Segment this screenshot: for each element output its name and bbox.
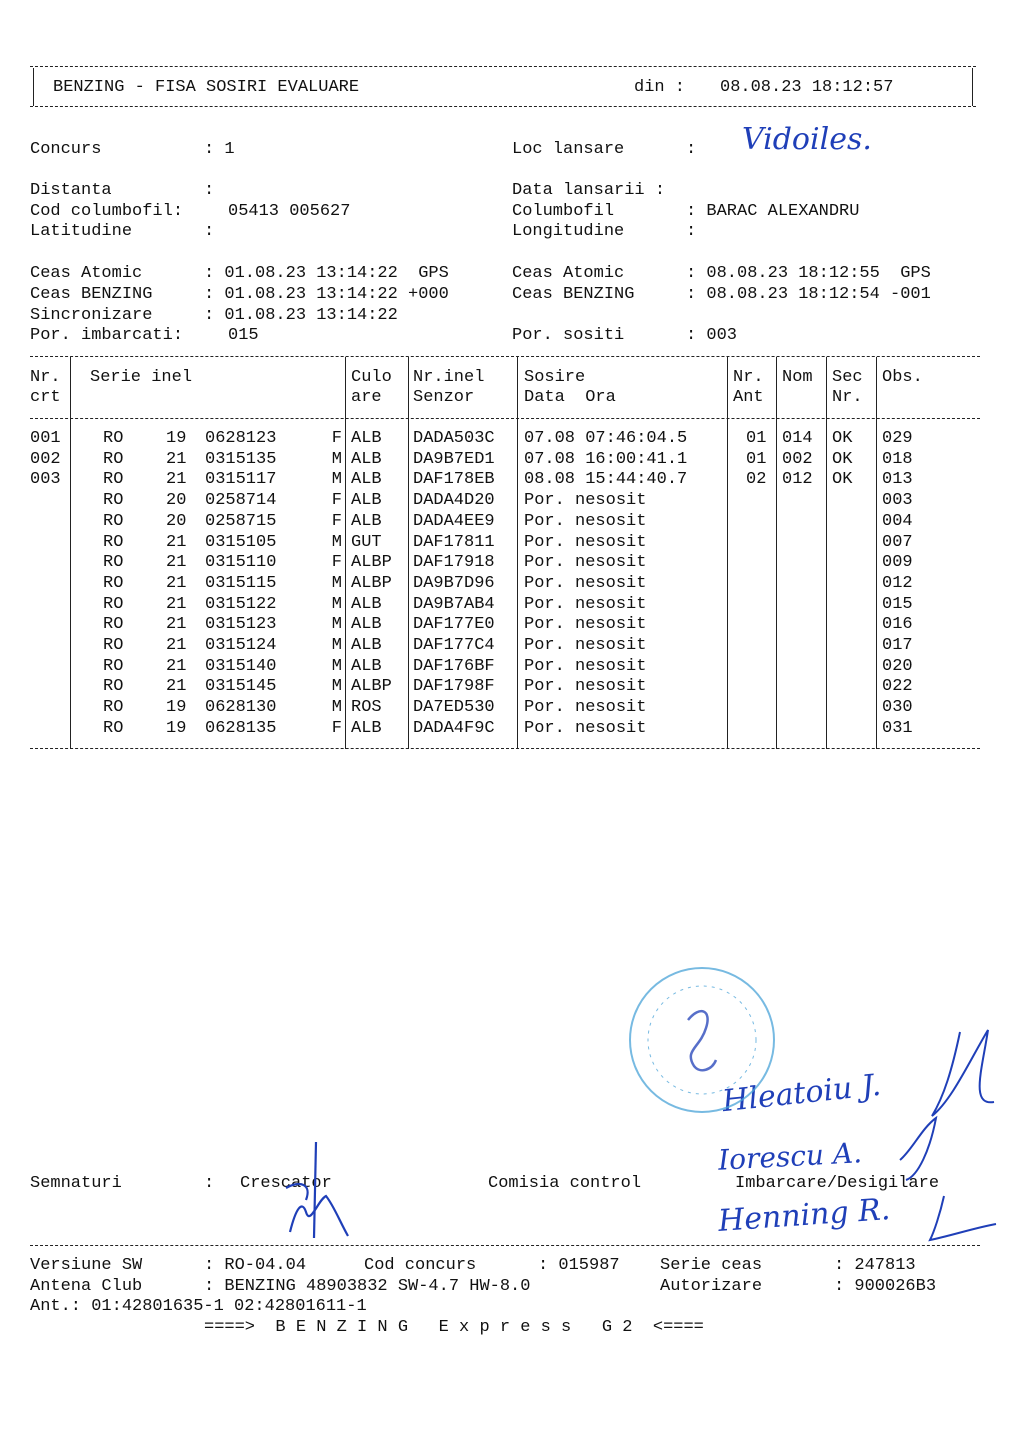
cell-sex: M [331, 449, 342, 469]
cell-country: RO [103, 532, 124, 552]
cell-ant: 01 [746, 449, 767, 469]
cell-sex: M [331, 677, 342, 697]
club-stamp [630, 968, 774, 1112]
semnaturi-sep: : [204, 1174, 215, 1193]
cell-year: 19 [166, 698, 187, 718]
cell-color: ALBP [351, 677, 392, 697]
cell-country: RO [103, 429, 124, 448]
cell-country: RO [103, 677, 124, 697]
cell-sosire: Por. nesosit [524, 532, 647, 552]
cell-ant: 02 [746, 470, 767, 490]
left-benzing-value: : 01.08.23 13:14:22 +000 [204, 285, 449, 304]
cell-nr: 003 [30, 470, 61, 490]
cell-year: 21 [166, 656, 187, 676]
cell-ring: 0315122 [205, 594, 277, 614]
cell-sex: F [331, 429, 342, 448]
handwritten-signature-1: Hleatoiu J. [720, 1067, 883, 1120]
cell-ring: 0315105 [205, 532, 277, 552]
cell-ring: 0315123 [205, 615, 277, 635]
th-serie: Serie inel [90, 368, 193, 387]
cell-ring: 0315117 [205, 470, 277, 490]
cell-sex: F [331, 491, 342, 511]
cell-year: 21 [166, 573, 187, 593]
cell-sensor: DAF177C4 [413, 636, 495, 655]
cod-concurs-label: Cod concurs [364, 1256, 477, 1275]
cell-obs: 003 [882, 491, 913, 511]
cell-sosire: Por. nesosit [524, 594, 647, 614]
cell-year: 21 [166, 677, 187, 697]
semnaturi-label: Semnaturi [30, 1174, 122, 1193]
versiune-value: : RO-04.04 [204, 1256, 307, 1275]
cell-sosire: 07.08 07:46:04.5 [524, 429, 688, 448]
cell-obs: 016 [882, 615, 913, 635]
handwritten-signature-3: Henning R. [716, 1192, 892, 1239]
cell-year: 21 [166, 470, 187, 490]
cell-nr: 001 [30, 429, 61, 448]
cell-sec: OK [832, 470, 853, 490]
cell-nom: 014 [782, 429, 813, 448]
cell-country: RO [103, 594, 124, 614]
th-sec-1: Sec [832, 368, 863, 387]
right-atomic-value: : 08.08.23 18:12:55 GPS [686, 264, 931, 283]
cell-sensor: DADA4F9C [413, 718, 495, 738]
cell-year: 21 [166, 449, 187, 469]
cell-sensor: DAF17811 [413, 532, 495, 552]
cell-year: 20 [166, 491, 187, 511]
cell-obs: 009 [882, 553, 913, 573]
control-signature-strokes [900, 1030, 996, 1240]
cell-nom: 002 [782, 449, 813, 469]
cell-sensor: DADA4EE9 [413, 511, 495, 531]
antena-label: Antena Club [30, 1277, 143, 1296]
cell-ant: 01 [746, 429, 767, 448]
cell-sosire: Por. nesosit [524, 615, 647, 635]
th-nr-2: crt [30, 388, 61, 407]
cell-country: RO [103, 718, 124, 738]
cell-color: GUT [351, 532, 382, 552]
right-benzing-label: Ceas BENZING [512, 285, 635, 304]
right-atomic-label: Ceas Atomic [512, 264, 625, 283]
cod-columbofil-value: 05413 005627 [228, 202, 351, 221]
crescator-signature-strokes [286, 1142, 348, 1238]
cell-obs: 007 [882, 532, 913, 552]
distanta-value: : [204, 181, 215, 200]
cell-country: RO [103, 573, 124, 593]
cell-sensor: DAF1798F [413, 677, 495, 697]
cell-year: 19 [166, 718, 187, 738]
data-lansarii-label: Data lansarii : [512, 181, 666, 200]
cell-sosire: Por. nesosit [524, 718, 647, 738]
concurs-value: : 1 [204, 140, 235, 159]
header-din-label: din : [634, 78, 686, 97]
th-ant-1: Nr. [733, 368, 764, 387]
th-nr-1: Nr. [30, 368, 61, 387]
cell-ring: 0628123 [205, 429, 277, 448]
cod-columbofil-label: Cod columbofil: [30, 202, 184, 221]
th-sosire-2: Data Ora [524, 388, 616, 407]
cell-sosire: Por. nesosit [524, 698, 647, 718]
cell-obs: 004 [882, 511, 913, 531]
cell-year: 21 [166, 532, 187, 552]
right-benzing-value: : 08.08.23 18:12:54 -001 [686, 285, 931, 304]
cell-sex: M [331, 470, 342, 490]
cell-ring: 0258714 [205, 491, 277, 511]
cell-year: 21 [166, 594, 187, 614]
sositi-label: Por. sositi [512, 326, 625, 345]
cell-obs: 017 [882, 636, 913, 655]
cell-sex: M [331, 656, 342, 676]
cell-country: RO [103, 470, 124, 490]
cell-color: ALB [351, 594, 382, 614]
cell-ring: 0315124 [205, 636, 277, 655]
loc-lansare-handwritten: Vidoiles. [742, 122, 872, 157]
longitudine-value: : [686, 222, 697, 241]
header-din-value: 08.08.23 18:12:57 [720, 78, 894, 97]
cell-color: ALBP [351, 553, 392, 573]
th-sosire-1: Sosire [524, 368, 586, 387]
cell-sex: F [331, 511, 342, 531]
comisia-control-label: Comisia control [488, 1174, 642, 1193]
cell-sex: M [331, 532, 342, 552]
cell-obs: 029 [882, 429, 913, 448]
cell-sec: OK [832, 429, 853, 448]
cell-color: ALBP [351, 573, 392, 593]
cell-sensor: DA7ED530 [413, 698, 495, 718]
cell-color: ALB [351, 449, 382, 469]
th-senzor-2: Senzor [413, 388, 475, 407]
cell-obs: 030 [882, 698, 913, 718]
crescator-label: Crescator [240, 1174, 332, 1193]
cell-country: RO [103, 615, 124, 635]
left-benzing-label: Ceas BENZING [30, 285, 153, 304]
cell-color: ALB [351, 656, 382, 676]
sync-label: Sincronizare [30, 306, 153, 325]
cod-concurs-value: : 015987 [538, 1256, 620, 1275]
cell-sosire: Por. nesosit [524, 636, 647, 655]
cell-sensor: DA9B7AB4 [413, 594, 495, 614]
loc-lansare-sep: : [686, 140, 697, 159]
th-obs: Obs. [882, 368, 923, 387]
th-culo-1: Culo [351, 368, 392, 387]
cell-sex: M [331, 594, 342, 614]
cell-sensor: DA9B7D96 [413, 573, 495, 593]
cell-color: ROS [351, 698, 382, 718]
cell-color: ALB [351, 429, 382, 448]
autorizare-label: Autorizare [660, 1277, 763, 1296]
th-nom: Nom [782, 368, 813, 387]
handwritten-signature-2: Iorescu A. [717, 1136, 863, 1177]
longitudine-label: Longitudine [512, 222, 625, 241]
latitudine-value: : [204, 222, 215, 241]
cell-obs: 013 [882, 470, 913, 490]
cell-country: RO [103, 553, 124, 573]
cell-sex: F [331, 553, 342, 573]
cell-ring: 0628135 [205, 718, 277, 738]
cell-ring: 0315135 [205, 449, 277, 469]
cell-sensor: DADA503C [413, 429, 495, 448]
columbofil-value: : BARAC ALEXANDRU [686, 202, 860, 221]
cell-sosire: Por. nesosit [524, 573, 647, 593]
cell-color: ALB [351, 718, 382, 738]
cell-country: RO [103, 491, 124, 511]
cell-sosire: 07.08 16:00:41.1 [524, 449, 688, 469]
autorizare-value: : 900026B3 [834, 1277, 937, 1296]
cell-country: RO [103, 449, 124, 469]
cell-ring: 0315110 [205, 553, 277, 573]
cell-color: ALB [351, 636, 382, 655]
header-title: BENZING - FISA SOSIRI EVALUARE [53, 78, 360, 97]
cell-ring: 0315145 [205, 677, 277, 697]
serie-ceas-label: Serie ceas [660, 1256, 763, 1275]
cell-year: 21 [166, 615, 187, 635]
cell-ring: 0315115 [205, 573, 277, 593]
left-atomic-value: : 01.08.23 13:14:22 GPS [204, 264, 449, 283]
cell-year: 21 [166, 636, 187, 655]
columbofil-label: Columbofil [512, 202, 615, 221]
th-culo-2: are [351, 388, 382, 407]
cell-obs: 012 [882, 573, 913, 593]
cell-sex: M [331, 573, 342, 593]
serie-ceas-value: : 247813 [834, 1256, 916, 1275]
cell-obs: 022 [882, 677, 913, 697]
cell-country: RO [103, 698, 124, 718]
cell-year: 19 [166, 429, 187, 448]
cell-sensor: DAF178EB [413, 470, 495, 490]
cell-sex: F [331, 718, 342, 738]
cell-sex: M [331, 615, 342, 635]
loc-lansare-label: Loc lansare [512, 140, 625, 159]
cell-sensor: DADA4D20 [413, 491, 495, 511]
cell-year: 21 [166, 553, 187, 573]
cell-country: RO [103, 636, 124, 655]
cell-nr: 002 [30, 449, 61, 469]
cell-sensor: DAF177E0 [413, 615, 495, 635]
cell-ring: 0258715 [205, 511, 277, 531]
cell-color: ALB [351, 615, 382, 635]
benzing-express-banner: ====> B E N Z I N G E x p r e s s G 2 <==== [204, 1318, 704, 1337]
cell-obs: 015 [882, 594, 913, 614]
cell-obs: 018 [882, 449, 913, 469]
cell-obs: 020 [882, 656, 913, 676]
cell-color: ALB [351, 470, 382, 490]
cell-sex: M [331, 698, 342, 718]
imbarcare-desigilare-label: Imbarcare/Desigilare [735, 1174, 940, 1193]
cell-ring: 0628130 [205, 698, 277, 718]
cell-nom: 012 [782, 470, 813, 490]
sync-value: : 01.08.23 13:14:22 [204, 306, 398, 325]
cell-sensor: DAF17918 [413, 553, 495, 573]
sositi-value: : 003 [686, 326, 738, 345]
concurs-label: Concurs [30, 140, 102, 159]
cell-sosire: Por. nesosit [524, 511, 647, 531]
cell-sosire: Por. nesosit [524, 491, 647, 511]
cell-country: RO [103, 511, 124, 531]
distanta-label: Distanta [30, 181, 112, 200]
cell-sex: M [331, 636, 342, 655]
left-atomic-label: Ceas Atomic [30, 264, 143, 283]
footer-top-rule [30, 1245, 980, 1246]
cell-sosire: Por. nesosit [524, 656, 647, 676]
cell-country: RO [103, 656, 124, 676]
latitudine-label: Latitudine [30, 222, 133, 241]
cell-year: 20 [166, 511, 187, 531]
imbarcati-label: Por. imbarcati: [30, 326, 184, 345]
versiune-label: Versiune SW [30, 1256, 143, 1275]
cell-sosire: Por. nesosit [524, 553, 647, 573]
cell-sensor: DAF176BF [413, 656, 495, 676]
cell-ring: 0315140 [205, 656, 277, 676]
th-sec-2: Nr. [832, 388, 863, 407]
th-senzor-1: Nr.inel [413, 368, 485, 387]
cell-sosire: 08.08 15:44:40.7 [524, 470, 688, 490]
antena-value: : BENZING 48903832 SW-4.7 HW-8.0 [204, 1277, 531, 1296]
cell-color: ALB [351, 491, 382, 511]
cell-obs: 031 [882, 718, 913, 738]
cell-sosire: Por. nesosit [524, 677, 647, 697]
cell-sensor: DA9B7ED1 [413, 449, 495, 469]
th-ant-2: Ant [733, 388, 764, 407]
cell-color: ALB [351, 511, 382, 531]
antenna-codes: Ant.: 01:42801635-1 02:42801611-1 [30, 1297, 367, 1316]
cell-sec: OK [832, 449, 853, 469]
imbarcati-value: 015 [228, 326, 259, 345]
